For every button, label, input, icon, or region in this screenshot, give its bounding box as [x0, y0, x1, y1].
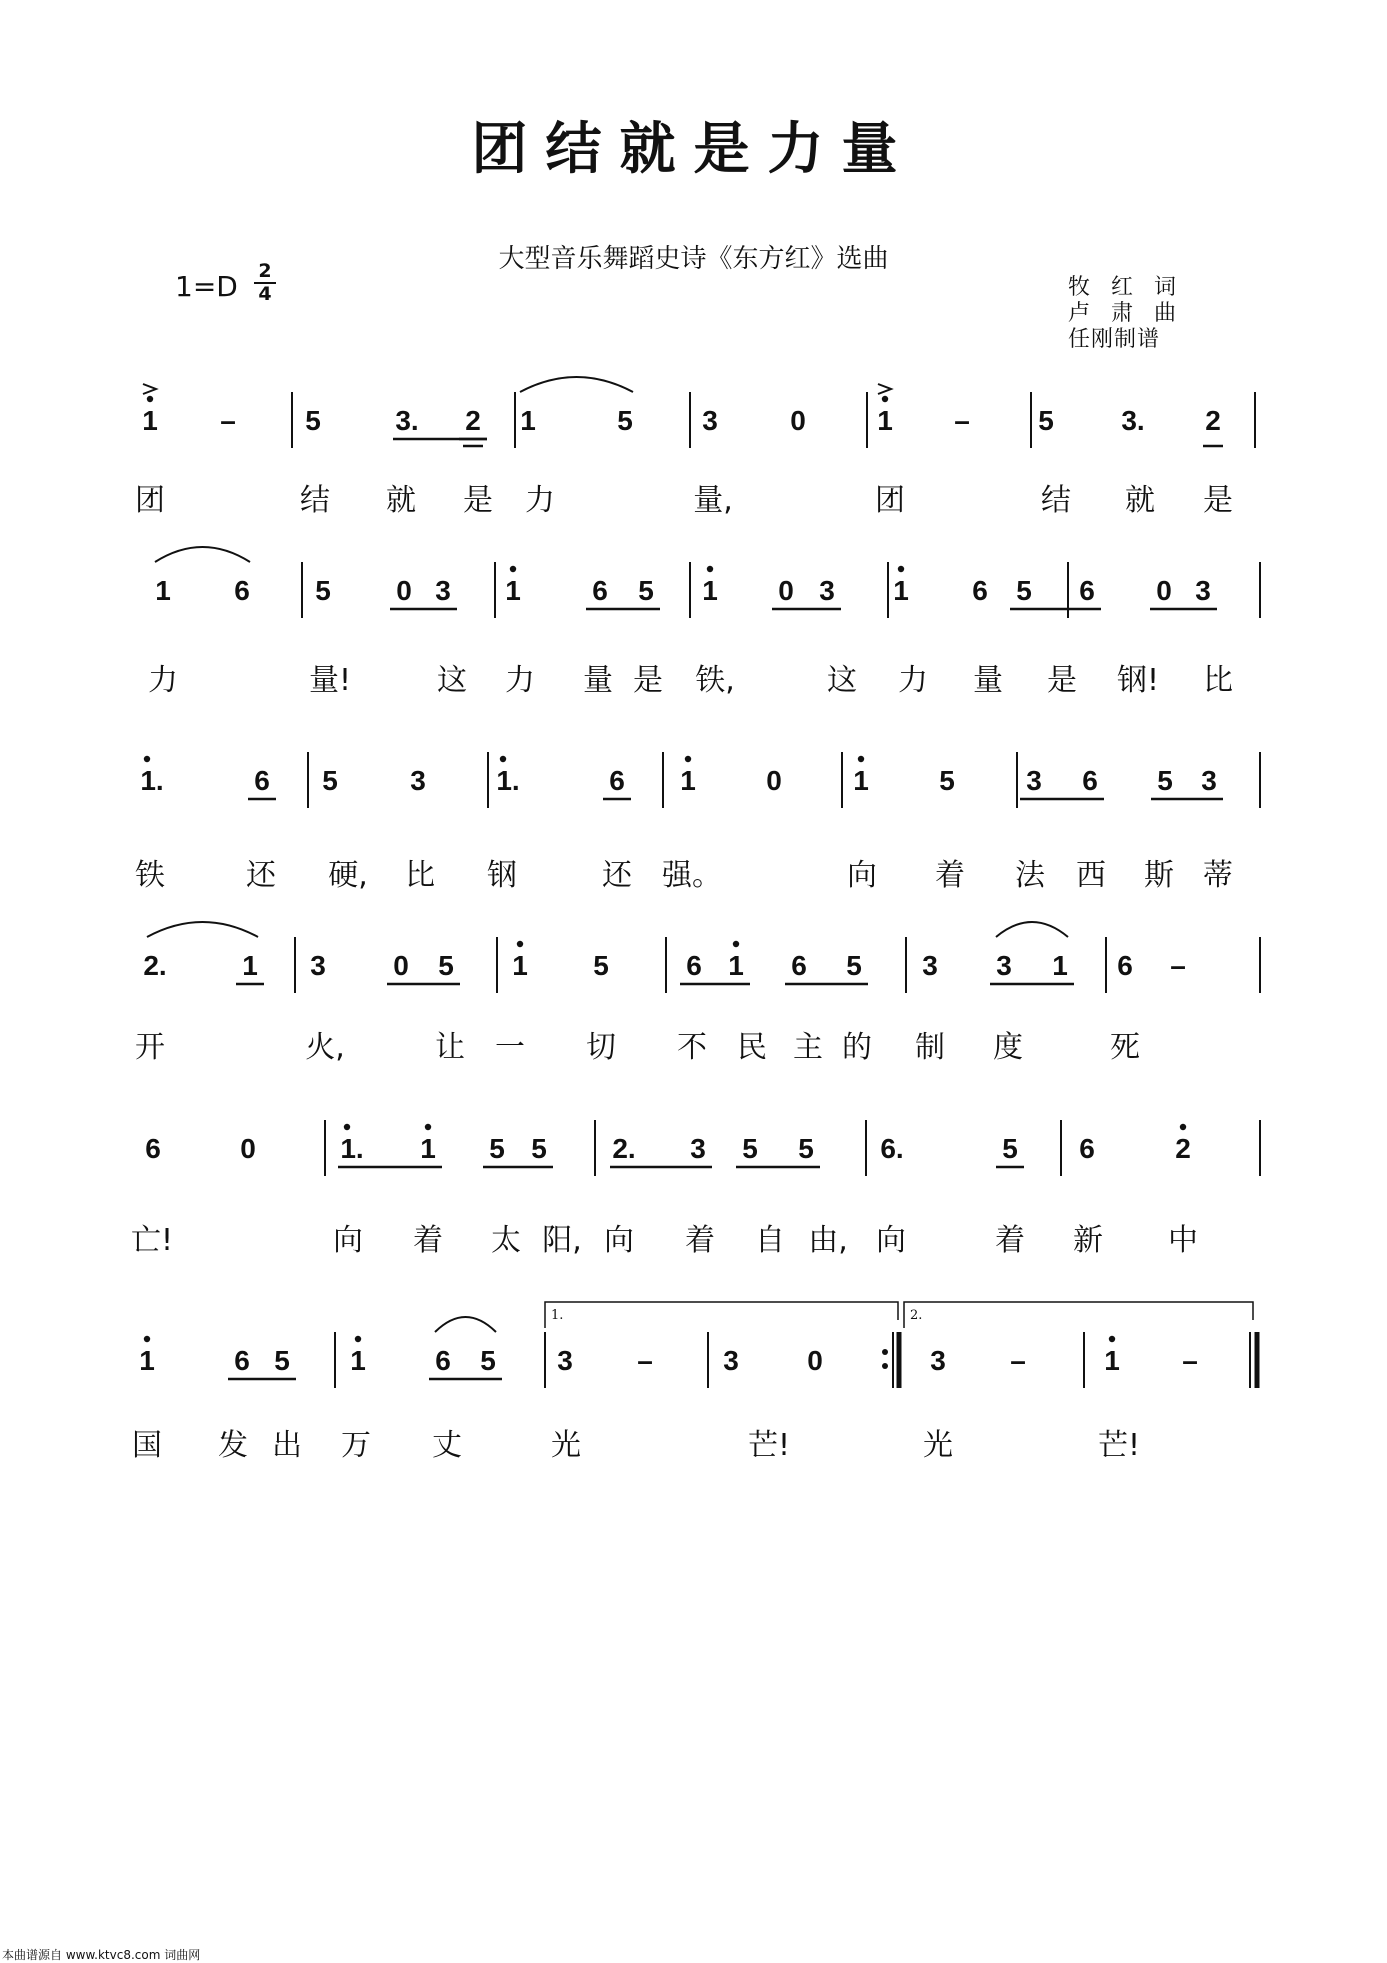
note: 2	[1205, 405, 1221, 436]
note: 6.	[880, 1133, 904, 1164]
lyric-syllable: 丈	[432, 1428, 462, 1463]
note: 1	[242, 950, 258, 981]
note: 1	[142, 405, 158, 436]
note: 2	[1175, 1133, 1191, 1164]
octave-dot	[344, 1124, 350, 1130]
lyric-syllable: 向	[333, 1223, 363, 1258]
song-subtitle: 大型音乐舞蹈史诗《东方红》选曲	[498, 244, 889, 274]
lyric-syllable: 硬,	[328, 858, 368, 893]
octave-dot	[147, 396, 153, 402]
note: –	[220, 405, 236, 436]
note: 5	[480, 1345, 496, 1376]
note: 6	[234, 575, 250, 606]
lyric-syllable: 比	[1203, 663, 1233, 698]
note: 5	[846, 950, 862, 981]
lyric-syllable: 是	[633, 663, 663, 698]
note: 1	[853, 765, 869, 796]
note: 0	[396, 575, 412, 606]
note: 5	[742, 1133, 758, 1164]
note: 5	[798, 1133, 814, 1164]
slur	[435, 1317, 496, 1332]
note: 6	[1117, 950, 1133, 981]
composer-credit: 卢 肃 曲	[1068, 301, 1183, 326]
note: 0	[766, 765, 782, 796]
octave-dot	[144, 756, 150, 762]
octave-dot	[425, 1124, 431, 1130]
note: –	[1182, 1345, 1198, 1376]
lyric-syllable: 铁,	[695, 663, 735, 698]
note: 1	[1052, 950, 1068, 981]
octave-dot	[517, 941, 523, 947]
lyric-syllable: 亡!	[130, 1223, 174, 1258]
lyric-syllable: 是	[1203, 483, 1233, 518]
lyric-syllable: 主	[793, 1030, 823, 1065]
accent-mark	[143, 384, 156, 394]
octave-dot	[355, 1336, 361, 1342]
lyric-syllable: 团	[135, 483, 165, 518]
note: 6	[1082, 765, 1098, 796]
lyric-syllable: 是	[463, 483, 493, 518]
note: 6	[791, 950, 807, 981]
note: 3	[410, 765, 426, 796]
note: 1	[139, 1345, 155, 1376]
note: 0	[1156, 575, 1172, 606]
note: 1	[702, 575, 718, 606]
note: 5	[1038, 405, 1054, 436]
note: 0	[790, 405, 806, 436]
lyric-syllable: 法	[1015, 858, 1045, 893]
lyric-syllable: 就	[1125, 483, 1155, 518]
lyric-syllable: 向	[604, 1223, 634, 1258]
note: 3	[996, 950, 1012, 981]
lyric-syllable: 国	[132, 1428, 162, 1463]
note: 5	[939, 765, 955, 796]
lyric-syllable: 结	[300, 483, 330, 518]
note: 6	[1079, 1133, 1095, 1164]
note: 5	[1016, 575, 1032, 606]
note: 6	[609, 765, 625, 796]
slur	[155, 547, 250, 562]
lyric-syllable: 钢!	[1116, 663, 1160, 698]
lyric-syllable: 太	[491, 1223, 521, 1258]
note: 1	[520, 405, 536, 436]
song-title: 团结就是力量	[471, 116, 916, 182]
note: 6	[686, 950, 702, 981]
slur	[996, 922, 1068, 937]
note: 5	[1002, 1133, 1018, 1164]
lyric-syllable: 量!	[308, 663, 352, 698]
volta-label: 1.	[551, 1308, 564, 1323]
note: 5	[531, 1133, 547, 1164]
lyric-syllable: 着	[935, 858, 965, 893]
lyric-syllable: 着	[685, 1223, 715, 1258]
lyric-syllable: 力	[525, 483, 555, 518]
note: 5	[438, 950, 454, 981]
lyric-syllable: 让	[435, 1030, 465, 1065]
note: 0	[240, 1133, 256, 1164]
note: 3	[702, 405, 718, 436]
lyric-syllable: 死	[1110, 1030, 1140, 1065]
octave-dot	[144, 1336, 150, 1342]
lyric-syllable: 芒!	[747, 1428, 791, 1463]
note: 1	[420, 1133, 436, 1164]
note: 1	[680, 765, 696, 796]
lyricist-credit: 牧 红 词	[1068, 275, 1183, 300]
note: 3	[1026, 765, 1042, 796]
note: 5	[315, 575, 331, 606]
lyric-syllable: 万	[341, 1428, 371, 1463]
note: 3	[435, 575, 451, 606]
lyric-syllable: 一	[495, 1030, 525, 1065]
note: 3	[1195, 575, 1211, 606]
octave-dot	[500, 756, 506, 762]
lyric-syllable: 铁	[135, 858, 165, 893]
lyric-syllable: 力	[148, 663, 178, 698]
lyric-syllable: 团	[875, 483, 905, 518]
note: 2	[465, 405, 481, 436]
note: 2.	[612, 1133, 636, 1164]
lyric-syllable: 向	[847, 858, 877, 893]
note: 1.	[340, 1133, 364, 1164]
lyric-syllable: 出	[272, 1428, 302, 1463]
lyric-syllable: 新	[1073, 1223, 1103, 1258]
note: 1	[893, 575, 909, 606]
lyric-syllable: 发	[218, 1428, 248, 1463]
note: 3	[310, 950, 326, 981]
lyric-syllable: 开	[135, 1030, 165, 1065]
note: 6	[592, 575, 608, 606]
note: 1	[155, 575, 171, 606]
lyric-syllable: 着	[995, 1223, 1025, 1258]
repeat-dot	[882, 1363, 888, 1369]
note: 1	[1104, 1345, 1120, 1376]
lyric-syllable: 还	[246, 858, 276, 893]
octave-dot	[707, 566, 713, 572]
octave-dot	[1180, 1124, 1186, 1130]
note: –	[637, 1345, 653, 1376]
note: 3.	[1121, 405, 1145, 436]
note: 3	[690, 1133, 706, 1164]
note: 3	[930, 1345, 946, 1376]
octave-dot	[685, 756, 691, 762]
octave-dot	[882, 396, 888, 402]
lyric-syllable: 是	[1047, 663, 1077, 698]
note: 1	[350, 1345, 366, 1376]
lyric-syllable: 强。	[662, 858, 722, 893]
lyric-syllable: 切	[586, 1030, 616, 1065]
slur	[147, 922, 258, 937]
note: 3	[557, 1345, 573, 1376]
note: –	[954, 405, 970, 436]
repeat-dot	[882, 1349, 888, 1355]
lyric-syllable: 这	[827, 663, 857, 698]
score-row	[148, 547, 1260, 698]
score-row	[135, 752, 1260, 893]
lyric-syllable: 的	[842, 1030, 872, 1065]
lyric-syllable: 斯	[1144, 858, 1174, 893]
note: 1.	[140, 765, 164, 796]
octave-dot	[898, 566, 904, 572]
lyric-syllable: 着	[413, 1223, 443, 1258]
meter-unit: 4	[258, 283, 272, 305]
lyric-syllable: 量	[583, 663, 613, 698]
note: 5	[322, 765, 338, 796]
lyric-syllable: 钢	[487, 858, 517, 893]
lyric-syllable: 自	[755, 1223, 785, 1258]
arranger-credit: 任刚制谱	[1068, 327, 1161, 352]
lyric-syllable: 火,	[305, 1030, 345, 1065]
volta-bracket	[904, 1302, 1253, 1328]
lyric-syllable: 中	[1168, 1223, 1198, 1258]
octave-dot	[733, 941, 739, 947]
note: 6	[972, 575, 988, 606]
lyric-syllable: 这	[437, 663, 467, 698]
volta-bracket	[545, 1302, 898, 1328]
lyric-syllable: 西	[1076, 858, 1106, 893]
note: 5	[617, 405, 633, 436]
note: 6	[234, 1345, 250, 1376]
note: 5	[305, 405, 321, 436]
score-row	[131, 1120, 1260, 1258]
note: 6	[435, 1345, 451, 1376]
note: 5	[1157, 765, 1173, 796]
lyric-syllable: 阳,	[542, 1223, 582, 1258]
note: 1	[728, 950, 744, 981]
octave-dot	[510, 566, 516, 572]
slur	[520, 377, 633, 392]
note: 2.	[143, 950, 167, 981]
note: 1.	[496, 765, 520, 796]
note: 3.	[395, 405, 419, 436]
note: 1	[505, 575, 521, 606]
note: 3	[723, 1345, 739, 1376]
lyric-syllable: 光	[551, 1428, 581, 1463]
lyric-syllable: 还	[602, 858, 632, 893]
volta-label: 2.	[910, 1308, 923, 1323]
lyric-syllable: 芒!	[1097, 1428, 1141, 1463]
note: 3	[819, 575, 835, 606]
lyric-syllable: 力	[505, 663, 535, 698]
lyric-syllable: 量	[973, 663, 1003, 698]
lyric-syllable: 力	[898, 663, 928, 698]
note: 5	[593, 950, 609, 981]
note: 0	[393, 950, 409, 981]
lyric-syllable: 度	[993, 1030, 1023, 1065]
lyric-syllable: 量,	[693, 483, 733, 518]
note: 3	[922, 950, 938, 981]
note: 6	[1079, 575, 1095, 606]
note: 5	[489, 1133, 505, 1164]
meter-beats: 2	[258, 260, 272, 282]
note: –	[1010, 1345, 1026, 1376]
score-row	[135, 377, 1255, 518]
lyric-syllable: 制	[915, 1030, 945, 1065]
score-row	[135, 922, 1260, 1065]
note: 5	[638, 575, 654, 606]
note: –	[1170, 950, 1186, 981]
note: 1	[877, 405, 893, 436]
key-signature: 1=D	[175, 270, 238, 303]
accent-mark	[878, 384, 891, 394]
lyric-syllable: 民	[737, 1030, 767, 1065]
note: 0	[778, 575, 794, 606]
lyric-syllable: 比	[405, 858, 435, 893]
lyric-syllable: 蒂	[1203, 858, 1233, 893]
note: 6	[145, 1133, 161, 1164]
score-row	[132, 1302, 1257, 1463]
lyric-syllable: 由,	[808, 1223, 848, 1258]
lyric-syllable: 不	[677, 1030, 707, 1065]
note: 0	[807, 1345, 823, 1376]
note: 6	[254, 765, 270, 796]
octave-dot	[1109, 1336, 1115, 1342]
lyric-syllable: 结	[1041, 483, 1071, 518]
note: 3	[1201, 765, 1217, 796]
note: 5	[274, 1345, 290, 1376]
lyric-syllable: 就	[386, 483, 416, 518]
source-footer: 本曲谱源自 www.ktvc8.com 词曲网	[2, 1948, 201, 1962]
lyric-syllable: 向	[876, 1223, 906, 1258]
octave-dot	[858, 756, 864, 762]
lyric-syllable: 光	[923, 1428, 953, 1463]
note: 1	[512, 950, 528, 981]
